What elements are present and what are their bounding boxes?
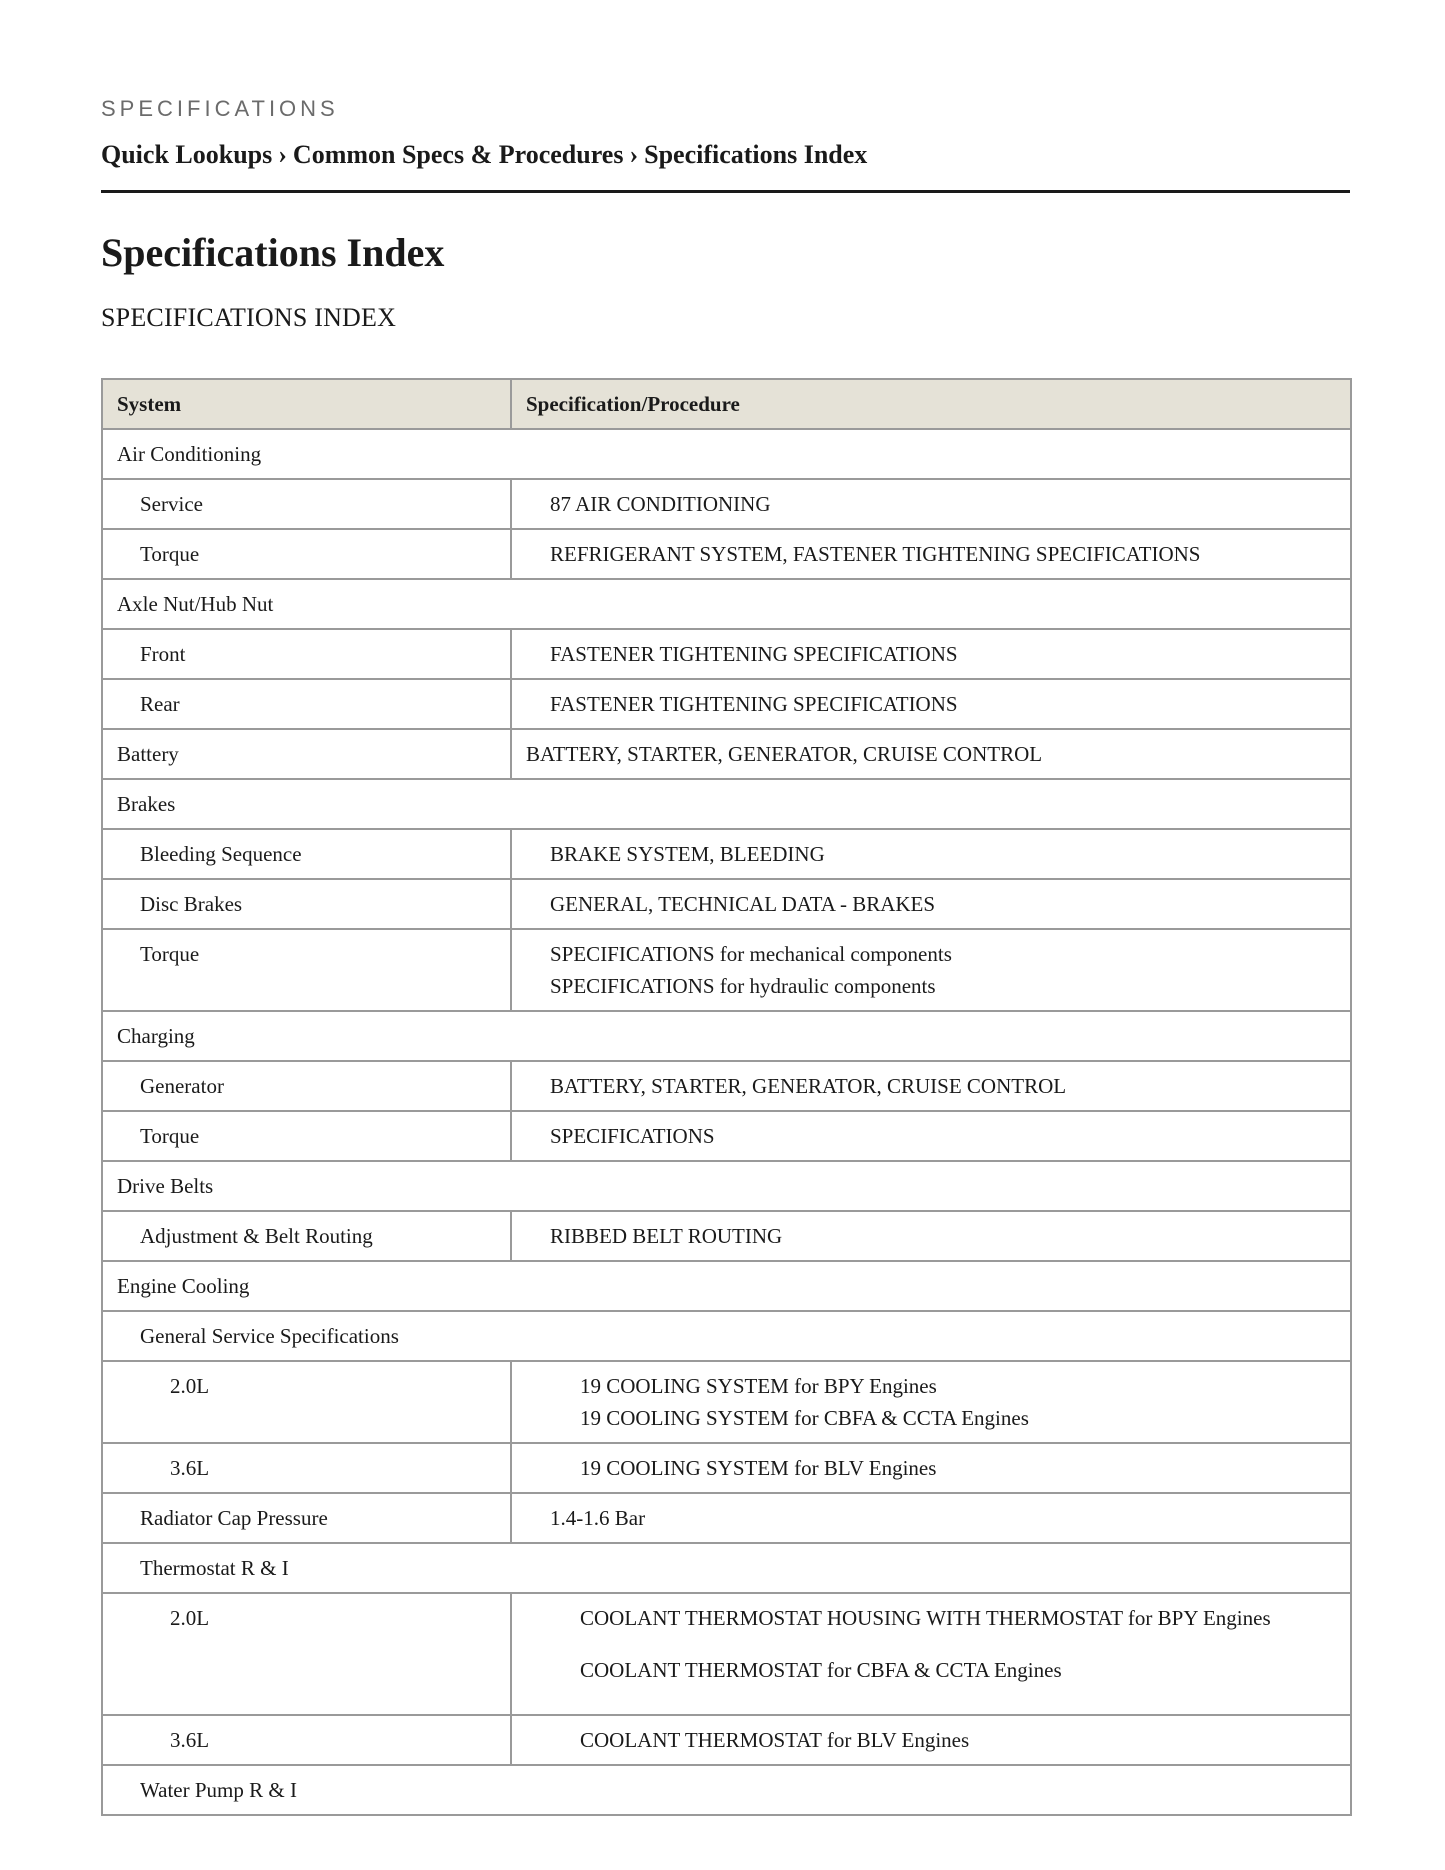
- table-row: [102, 429, 1351, 479]
- specification-link[interactable]: REFRIGERANT SYSTEM, FASTENER TIGHTENING SPECIFICATIONS: [550, 542, 1201, 566]
- specification-cell: [511, 929, 1351, 1011]
- specification-link[interactable]: 19 COOLING SYSTEM for BPY Engines: [580, 1374, 937, 1398]
- specification-cell: [511, 1061, 1351, 1111]
- system-group-cell: Drive Belts: [102, 1161, 1351, 1211]
- table-row: [102, 929, 1351, 1011]
- system-cell: Bleeding Sequence: [102, 829, 511, 879]
- system-group-cell: Axle Nut/Hub Nut: [102, 579, 1351, 629]
- table-row: [102, 1011, 1351, 1061]
- system-cell: 2.0L: [102, 1593, 511, 1715]
- breadcrumb-separator: ›: [629, 140, 639, 169]
- specification-cell: [511, 629, 1351, 679]
- specification-link[interactable]: BATTERY, STARTER, GENERATOR, CRUISE CONTROL: [526, 742, 1043, 766]
- table-row: [102, 1311, 1351, 1361]
- specification-cell: [511, 1493, 1351, 1543]
- breadcrumb-item-common-specs[interactable]: Common Specs & Procedures: [292, 140, 624, 169]
- table-row: [102, 879, 1351, 929]
- system-group-cell: Water Pump R & I: [102, 1765, 1351, 1815]
- table-row: [102, 1715, 1351, 1765]
- system-group-cell: Charging: [102, 1011, 1351, 1061]
- specification-link[interactable]: 19 COOLING SYSTEM for CBFA & CCTA Engines: [580, 1406, 1029, 1430]
- system-cell: Torque: [102, 529, 511, 579]
- specification-link[interactable]: SPECIFICATIONS for hydraulic components: [550, 974, 936, 998]
- breadcrumb-separator: ›: [278, 140, 287, 169]
- table-row: [102, 1061, 1351, 1111]
- breadcrumb: [101, 138, 1350, 193]
- specification-link[interactable]: COOLANT THERMOSTAT for CBFA & CCTA Engines: [580, 1658, 1062, 1682]
- specification-link[interactable]: SPECIFICATIONS: [550, 1124, 715, 1148]
- system-cell: Battery: [102, 729, 511, 779]
- system-cell: Generator: [102, 1061, 511, 1111]
- specification-link[interactable]: GENERAL, TECHNICAL DATA - BRAKES: [550, 892, 936, 916]
- specification-link[interactable]: 19 COOLING SYSTEM for BLV Engines: [580, 1456, 937, 1480]
- table-row: [102, 529, 1351, 579]
- table-row: [102, 1361, 1351, 1443]
- specification-cell: [511, 1361, 1351, 1443]
- system-cell: Service: [102, 479, 511, 529]
- table-row: [102, 1211, 1351, 1261]
- table-row: [102, 1261, 1351, 1311]
- system-cell: Disc Brakes: [102, 879, 511, 929]
- system-group-cell: Air Conditioning: [102, 429, 1351, 479]
- specification-cell: [511, 679, 1351, 729]
- specification-link[interactable]: COOLANT THERMOSTAT HOUSING WITH THERMOSTAT for BPY Engines: [580, 1606, 1271, 1630]
- table-row: [102, 1161, 1351, 1211]
- table-row: [102, 629, 1351, 679]
- table-row: [102, 729, 1351, 779]
- specification-cell: [511, 1715, 1351, 1765]
- specification-cell: [511, 879, 1351, 929]
- specification-cell: [511, 479, 1351, 529]
- table-row: [102, 829, 1351, 879]
- table-row: [102, 1493, 1351, 1543]
- specification-link[interactable]: SPECIFICATIONS for mechanical components: [550, 942, 952, 966]
- system-cell: Rear: [102, 679, 511, 729]
- specification-link[interactable]: BATTERY, STARTER, GENERATOR, CRUISE CONTROL: [550, 1074, 1067, 1098]
- page-title: Specifications Index: [101, 230, 445, 275]
- table-body: [102, 429, 1351, 1815]
- breadcrumb-item-quick-lookups[interactable]: Quick Lookups: [101, 140, 273, 169]
- specification-link[interactable]: RIBBED BELT ROUTING: [550, 1224, 783, 1248]
- table-row: [102, 1593, 1351, 1715]
- section-label: SPECIFICATIONS: [101, 96, 339, 121]
- table-row: [102, 579, 1351, 629]
- system-cell: Torque: [102, 929, 511, 1011]
- specification-link[interactable]: COOLANT THERMOSTAT for BLV Engines: [580, 1728, 970, 1752]
- specification-cell: [511, 1593, 1351, 1715]
- specification-link[interactable]: BRAKE SYSTEM, BLEEDING: [550, 842, 825, 866]
- system-cell: Adjustment & Belt Routing: [102, 1211, 511, 1261]
- table-row: [102, 679, 1351, 729]
- system-group-cell: Brakes: [102, 779, 1351, 829]
- specification-link[interactable]: FASTENER TIGHTENING SPECIFICATIONS: [550, 692, 958, 716]
- system-cell: Torque: [102, 1111, 511, 1161]
- table-row: [102, 1443, 1351, 1493]
- system-group-cell: General Service Specifications: [102, 1311, 1351, 1361]
- specification-cell: [511, 1211, 1351, 1261]
- table-row: [102, 779, 1351, 829]
- page-subtitle: SPECIFICATIONS INDEX: [101, 303, 397, 332]
- specification-link[interactable]: 1.4-1.6 Bar: [550, 1506, 646, 1530]
- document-page: [101, 94, 1350, 1816]
- system-cell: 2.0L: [102, 1361, 511, 1443]
- table-row: [102, 479, 1351, 529]
- column-header-specification: Specification/Procedure: [511, 379, 1351, 429]
- specification-cell: [511, 829, 1351, 879]
- specifications-table: [101, 378, 1352, 1816]
- system-cell: 3.6L: [102, 1715, 511, 1765]
- table-row: [102, 1111, 1351, 1161]
- system-group-cell: Engine Cooling: [102, 1261, 1351, 1311]
- specification-link[interactable]: FASTENER TIGHTENING SPECIFICATIONS: [550, 642, 958, 666]
- system-cell: 3.6L: [102, 1443, 511, 1493]
- breadcrumb-item-specifications-index: Specifications Index: [644, 140, 868, 169]
- specification-cell: [511, 729, 1351, 779]
- specification-cell: [511, 529, 1351, 579]
- system-cell: Front: [102, 629, 511, 679]
- column-header-system: System: [102, 379, 511, 429]
- specification-cell: [511, 1111, 1351, 1161]
- table-row: [102, 1765, 1351, 1815]
- table-header-row: [102, 379, 1351, 429]
- system-group-cell: Thermostat R & I: [102, 1543, 1351, 1593]
- system-cell: Radiator Cap Pressure: [102, 1493, 511, 1543]
- table-row: [102, 1543, 1351, 1593]
- specification-cell: [511, 1443, 1351, 1493]
- specification-link[interactable]: 87 AIR CONDITIONING: [550, 492, 771, 516]
